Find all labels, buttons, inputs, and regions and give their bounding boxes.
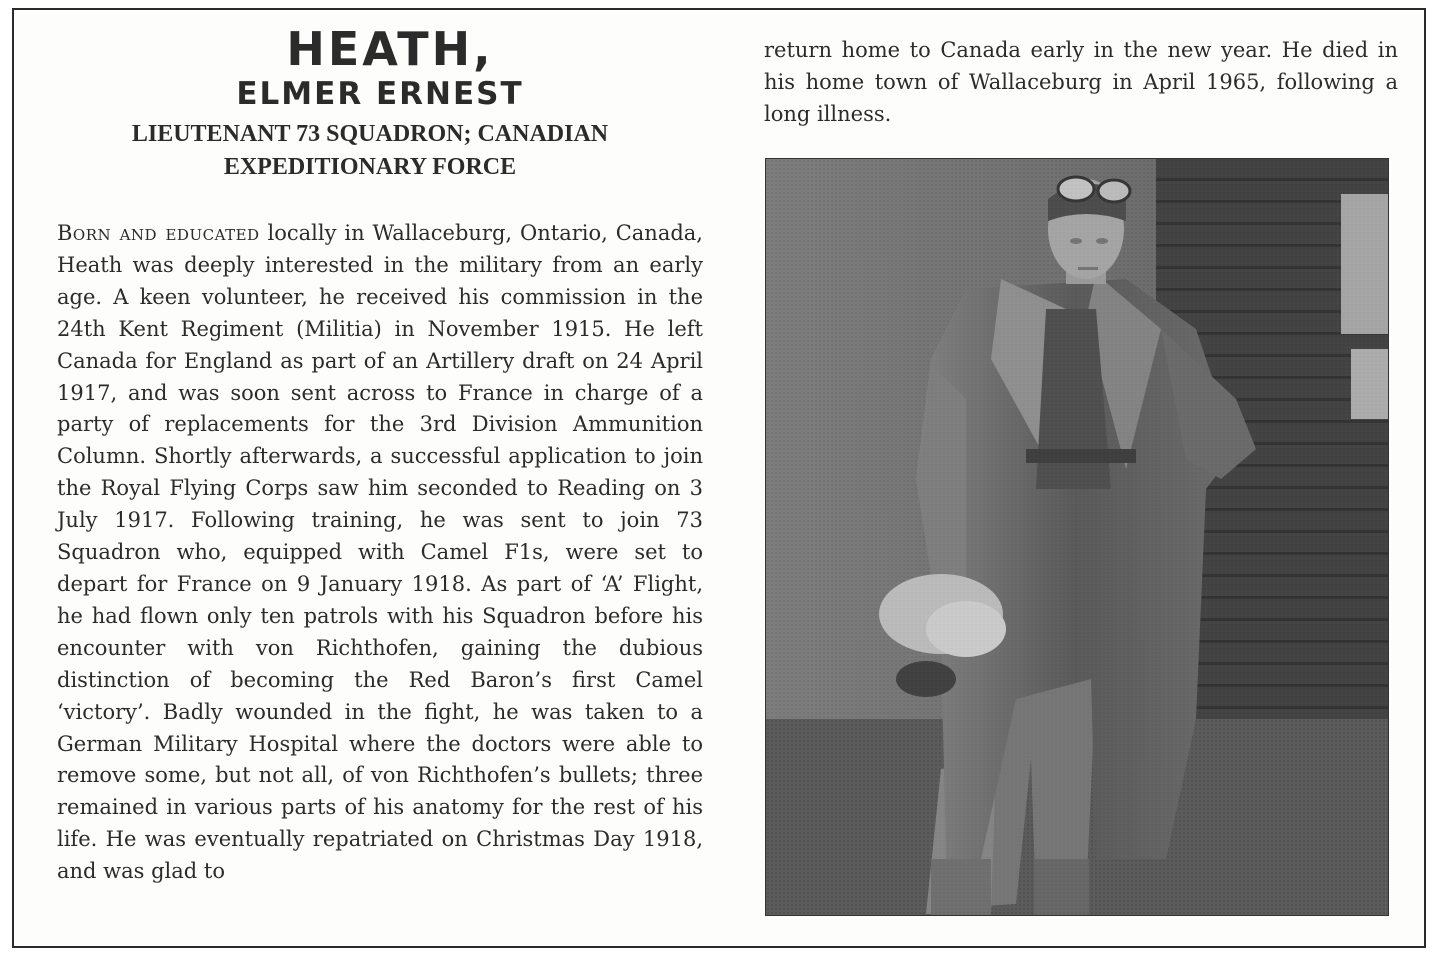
- portrait-illustration: [766, 159, 1388, 915]
- given-names-heading: ELMER ERNEST: [236, 76, 524, 112]
- portrait-photograph: [765, 158, 1389, 916]
- biography-continuation: return home to Canada early in the new year. He died in his home town of Wallaceburg in April 1965, following a long illness.: [764, 38, 1398, 126]
- biography-text: [57, 218, 703, 888]
- biography-lead-in: Born and educated: [57, 221, 260, 245]
- rank-and-unit: LIEUTENANT 73 SQUADRON; CANADIAN EXPEDITIONARY FORCE: [131, 121, 609, 180]
- left-column: [57, 24, 703, 888]
- biography-body: locally in Wallaceburg, Ontario, Canada, Heath was deeply interested in the military from an early age. A keen volunteer, he received his commission in the 24th Kent Regiment (Militia) in November 1915. He left Canada for England as part of an Artillery draft on 24 April 1917, and was soon sent across to France in charge of a party of replacements for the 3rd Division Ammunition Column. Shortly afterwards, a successful application to join the Royal Flying Corps saw him seconded to Reading on 3 July 1917. Following training, he was sent to join 73 Squadron who, equipped with Camel F1s, were set to depart for France on 9 January 1918. As part of ‘A’ Flight, he had flown only ten patrols with his Squadron before his encounter with von Richthofen, gaining the dubious distinction of becoming the Red Baron’s first Camel ‘victory’. Badly wounded in the fight, he was taken to a German Military Hospital where the doctors were able to remove some, but not all, of von Richthofen’s bullets; three remained in various parts of his anatomy for the rest of his life. He was eventually repatriated on Christmas Day 1918, and was glad to: [57, 221, 703, 884]
- right-column: [764, 35, 1398, 131]
- surname-heading: HEATH,: [286, 22, 494, 76]
